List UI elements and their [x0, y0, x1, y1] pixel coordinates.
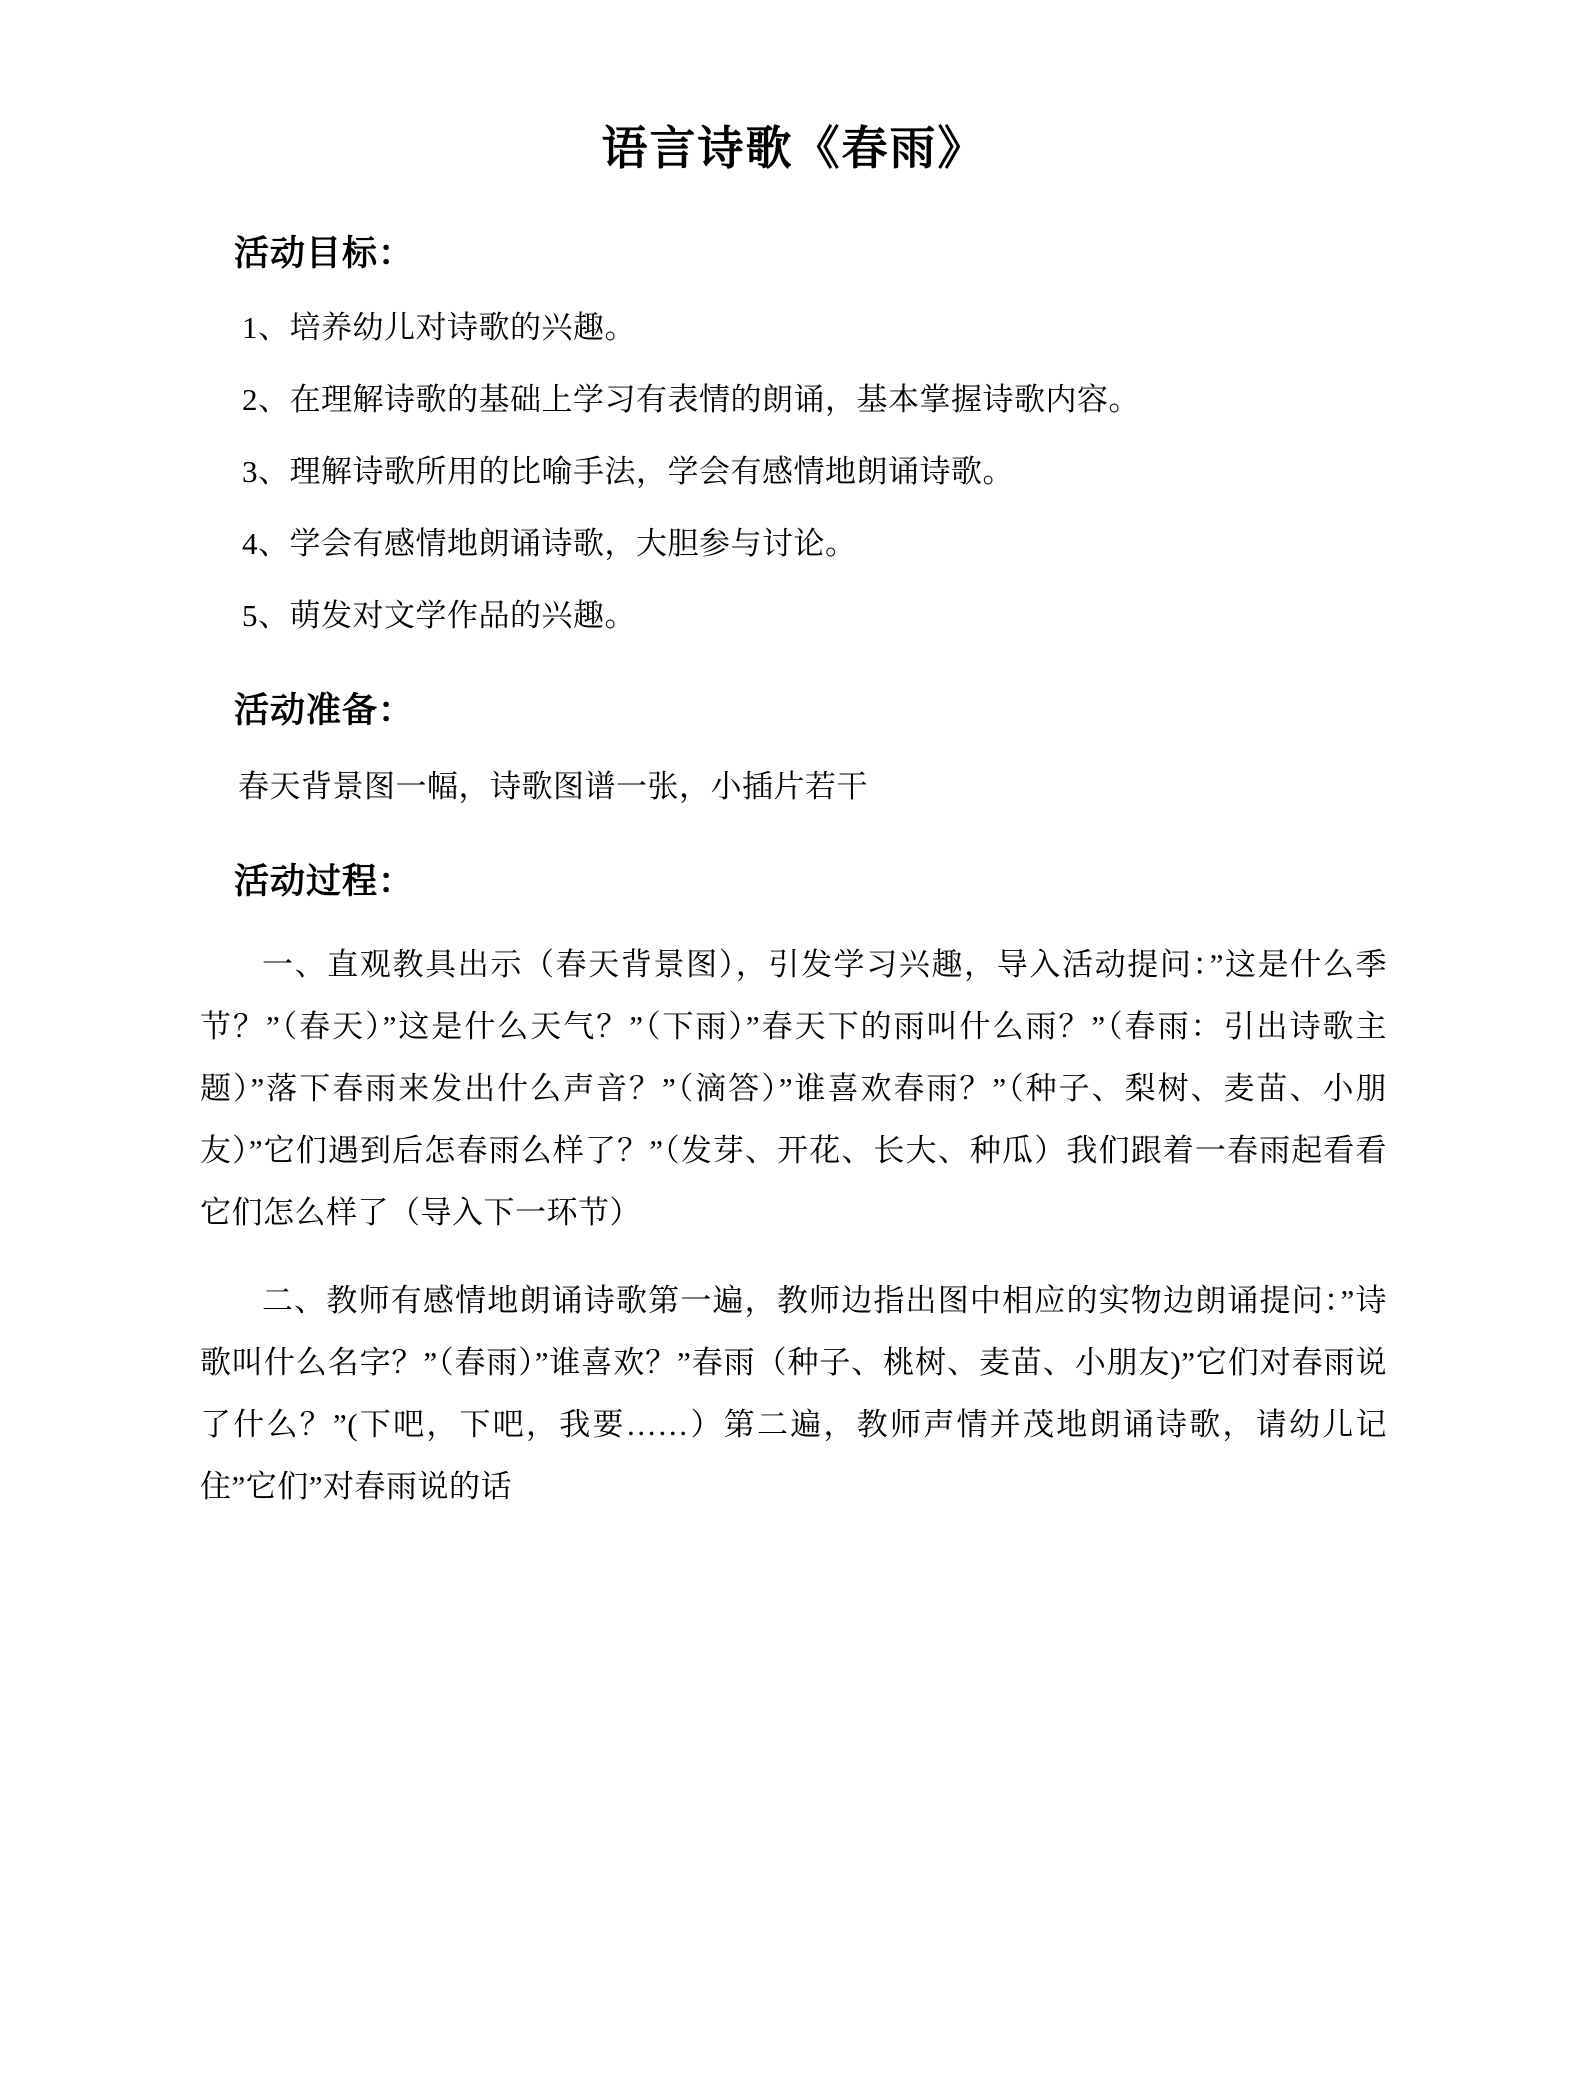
list-item: 5、萌发对文学作品的兴趣。: [242, 597, 636, 633]
list-item: 3、理解诗歌所用的比喻手法，学会有感情地朗诵诗歌。: [242, 453, 1014, 489]
list-item: 4、学会有感情地朗诵诗歌，大胆参与讨论。: [242, 525, 857, 561]
section-heading-objectives: 活动目标：: [234, 234, 415, 273]
process-paragraph-two: 二、教师有感情地朗诵诗歌第一遍，教师边指出图中相应的实物边朗诵提问：”诗歌叫什么名字？”（春雨）”谁喜欢？”春雨（种子、桃树、麦苗、小朋友)”它们对春雨说了什么？”(下吧，下吧，我要……）第二遍，教师声情并茂地朗诵诗歌，请幼儿记住”它们”对春雨说的话: [200, 1282, 1387, 1504]
list-item: 2、在理解诗歌的基础上学习有表情的朗诵，基本掌握诗歌内容。: [242, 381, 1140, 417]
section-heading-process: 活动过程：: [234, 861, 415, 901]
list-item: 1、培养幼儿对诗歌的兴趣。: [242, 309, 636, 345]
section-heading-preparation: 活动准备：: [234, 690, 415, 730]
process-paragraphs: [200, 934, 1387, 1518]
process-paragraph-one: 一、直观教具出示（春天背景图），引发学习兴趣，导入活动提问：”这是什么季节？”（春天）”这是什么天气？”（下雨）”春天下的雨叫什么雨？”（春雨：引出诗歌主题）”落下春雨来发出什么声音？”（滴答）”谁喜欢春雨？”（种子、梨树、麦苗、小朋友）”它们遇到后怎春雨么样了？”（发芽、开花、长大、种瓜）我们跟着一春雨起看看它们怎么样了（导入下一环节）: [200, 946, 1387, 1230]
preparation-text: 春天背景图一幅，诗歌图谱一张，小插片若干: [238, 768, 868, 804]
page-title: 语言诗歌《春雨》: [601, 123, 986, 174]
